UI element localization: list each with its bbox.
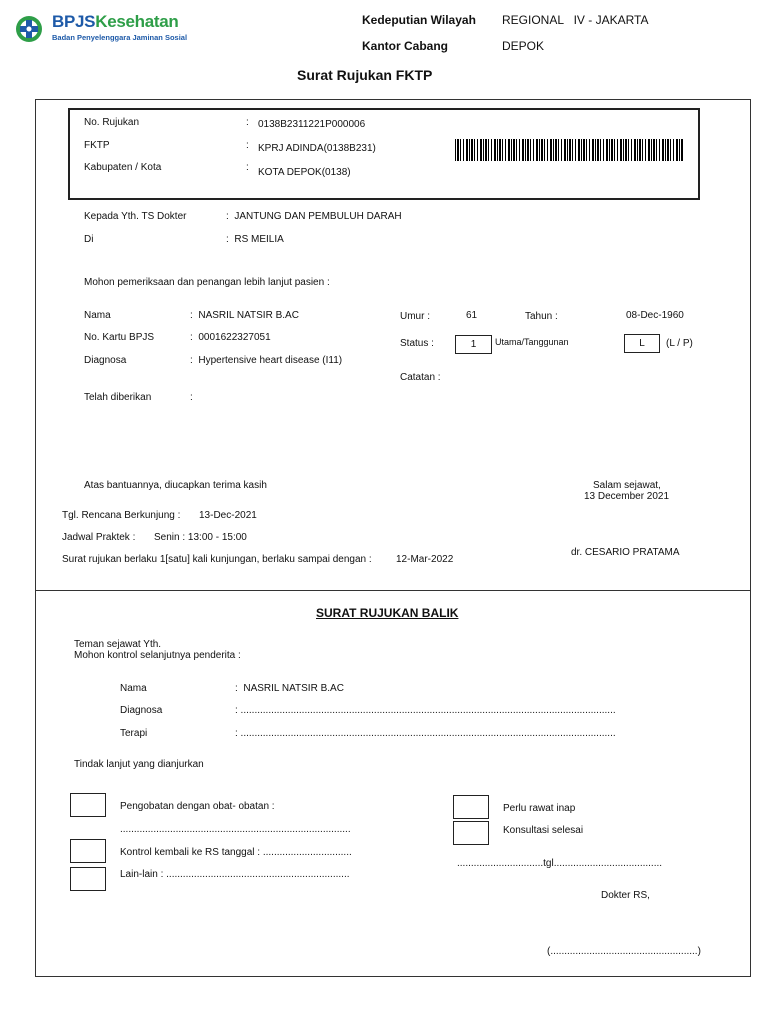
signature-line: (.....................................................) bbox=[547, 946, 701, 957]
kantor-label: Kantor Cabang bbox=[362, 39, 449, 53]
obat-dots: ................................................................................... bbox=[120, 824, 351, 835]
tahun-label: Tahun : bbox=[525, 311, 558, 322]
fktp-label: FKTP bbox=[84, 140, 110, 151]
gender-box bbox=[624, 334, 660, 353]
kepada-value: : JANTUNG DAN PEMBULUH DARAH bbox=[226, 211, 402, 222]
status-value: 1 bbox=[470, 339, 477, 350]
gender-value: L bbox=[639, 338, 645, 349]
barcode-image bbox=[455, 139, 683, 161]
balik-terapi-dots: : ....................................................................................................................................... bbox=[235, 728, 616, 739]
salam-text: Salam sejawat, bbox=[593, 480, 661, 491]
page-title: Surat Rujukan FKTP bbox=[297, 67, 433, 83]
thanks-text: Atas bantuannya, diucapkan terima kasih bbox=[84, 480, 267, 491]
obat-label: Pengobatan dengan obat- obatan : bbox=[120, 801, 275, 812]
status-desc: Utama/Tanggunan bbox=[495, 337, 569, 347]
tgl-rencana-value: 13-Dec-2021 bbox=[199, 510, 257, 521]
kartu-label: No. Kartu BPJS bbox=[84, 332, 155, 343]
di-value: : RS MEILIA bbox=[226, 234, 284, 245]
tgl-signature-line: ...............................tgl....................................... bbox=[457, 858, 663, 869]
balik-greeting: Teman sejawat Yth. bbox=[74, 639, 162, 650]
umur-value: 61 bbox=[466, 310, 478, 321]
status-box bbox=[455, 335, 492, 354]
berlaku-text: Surat rujukan berlaku 1[satu] kali kunjungan, berlaku sampai dengan : bbox=[62, 554, 372, 565]
telah-label: Telah diberikan bbox=[84, 392, 152, 403]
lain-label: Lain-lain : .................................................................. bbox=[120, 869, 350, 880]
kabupaten-label: Kabupaten / Kota bbox=[84, 162, 162, 173]
berlaku-value: 12-Mar-2022 bbox=[396, 554, 454, 565]
diagnosa-label: Diagnosa bbox=[84, 355, 127, 366]
balik-request: Mohon kontrol selanjutnya penderita : bbox=[74, 650, 241, 661]
fktp-colon: : bbox=[246, 140, 249, 151]
status-label: Status : bbox=[400, 338, 434, 349]
logo-text-main: BPJS bbox=[52, 12, 96, 31]
balik-diagnosa-label: Diagnosa bbox=[120, 705, 163, 716]
no-rujukan-value: 0138B2311221P000006 bbox=[258, 119, 366, 130]
tindak-lanjut-label: Tindak lanjut yang dianjurkan bbox=[74, 759, 204, 770]
kontrol-checkbox[interactable] bbox=[70, 839, 106, 863]
rawat-inap-label: Perlu rawat inap bbox=[503, 803, 576, 814]
bpjs-logo bbox=[14, 12, 194, 46]
balik-diagnosa-dots: : ....................................................................................................................................... bbox=[235, 705, 616, 716]
gender-desc: (L / P) bbox=[666, 338, 693, 349]
letter-date: 13 December 2021 bbox=[584, 491, 670, 502]
nama-value: : NASRIL NATSIR B.AC bbox=[190, 310, 299, 321]
logo-text-accent: Kesehatan bbox=[95, 12, 179, 31]
di-label: Di bbox=[84, 234, 94, 245]
kabupaten-colon: : bbox=[246, 162, 249, 173]
tahun-value: 08-Dec-1960 bbox=[626, 310, 684, 321]
kedeputian-value: REGIONAL IV - JAKARTA bbox=[502, 13, 649, 27]
kedeputian-label: Kedeputian Wilayah bbox=[362, 13, 476, 27]
kantor-value: DEPOK bbox=[502, 39, 545, 53]
diagnosa-value: : Hypertensive heart disease (I11) bbox=[190, 355, 343, 366]
jadwal-label: Jadwal Praktek : bbox=[62, 532, 136, 543]
bpjs-emblem-icon bbox=[14, 14, 44, 44]
catatan-label: Catatan : bbox=[400, 372, 441, 383]
rawat-inap-checkbox[interactable] bbox=[453, 795, 489, 819]
balik-nama-label: Nama bbox=[120, 683, 147, 694]
obat-checkbox[interactable] bbox=[70, 793, 106, 817]
request-text: Mohon pemeriksaan dan penangan lebih lanjut pasien : bbox=[84, 277, 330, 288]
nama-label: Nama bbox=[84, 310, 111, 321]
kartu-value: : 0001622327051 bbox=[190, 332, 271, 343]
no-rujukan-colon: : bbox=[246, 117, 249, 128]
telah-colon: : bbox=[190, 392, 193, 403]
dokter-rs-label: Dokter RS, bbox=[601, 890, 650, 901]
fktp-value: KPRJ ADINDA(0138B231) bbox=[258, 143, 376, 154]
kontrol-label: Kontrol kembali ke RS tanggal : ................................ bbox=[120, 847, 352, 858]
konsultasi-label: Konsultasi selesai bbox=[503, 825, 584, 836]
balik-nama-value: : NASRIL NATSIR B.AC bbox=[235, 683, 344, 694]
kabupaten-value: KOTA DEPOK(0138) bbox=[258, 167, 351, 178]
lain-checkbox[interactable] bbox=[70, 867, 106, 891]
doctor-name: dr. CESARIO PRATAMA bbox=[571, 547, 680, 558]
tgl-rencana-label: Tgl. Rencana Berkunjung : bbox=[62, 510, 181, 521]
kepada-label: Kepada Yth. TS Dokter bbox=[84, 211, 187, 222]
no-rujukan-label: No. Rujukan bbox=[84, 117, 140, 128]
logo-subtitle: Badan Penyelenggara Jaminan Sosial bbox=[52, 33, 188, 42]
rujukan-balik-title: SURAT RUJUKAN BALIK bbox=[316, 606, 459, 620]
konsultasi-checkbox[interactable] bbox=[453, 821, 489, 845]
balik-terapi-label: Terapi bbox=[120, 728, 148, 739]
jadwal-value: Senin : 13:00 - 15:00 bbox=[154, 532, 247, 543]
umur-label: Umur : bbox=[400, 311, 430, 322]
